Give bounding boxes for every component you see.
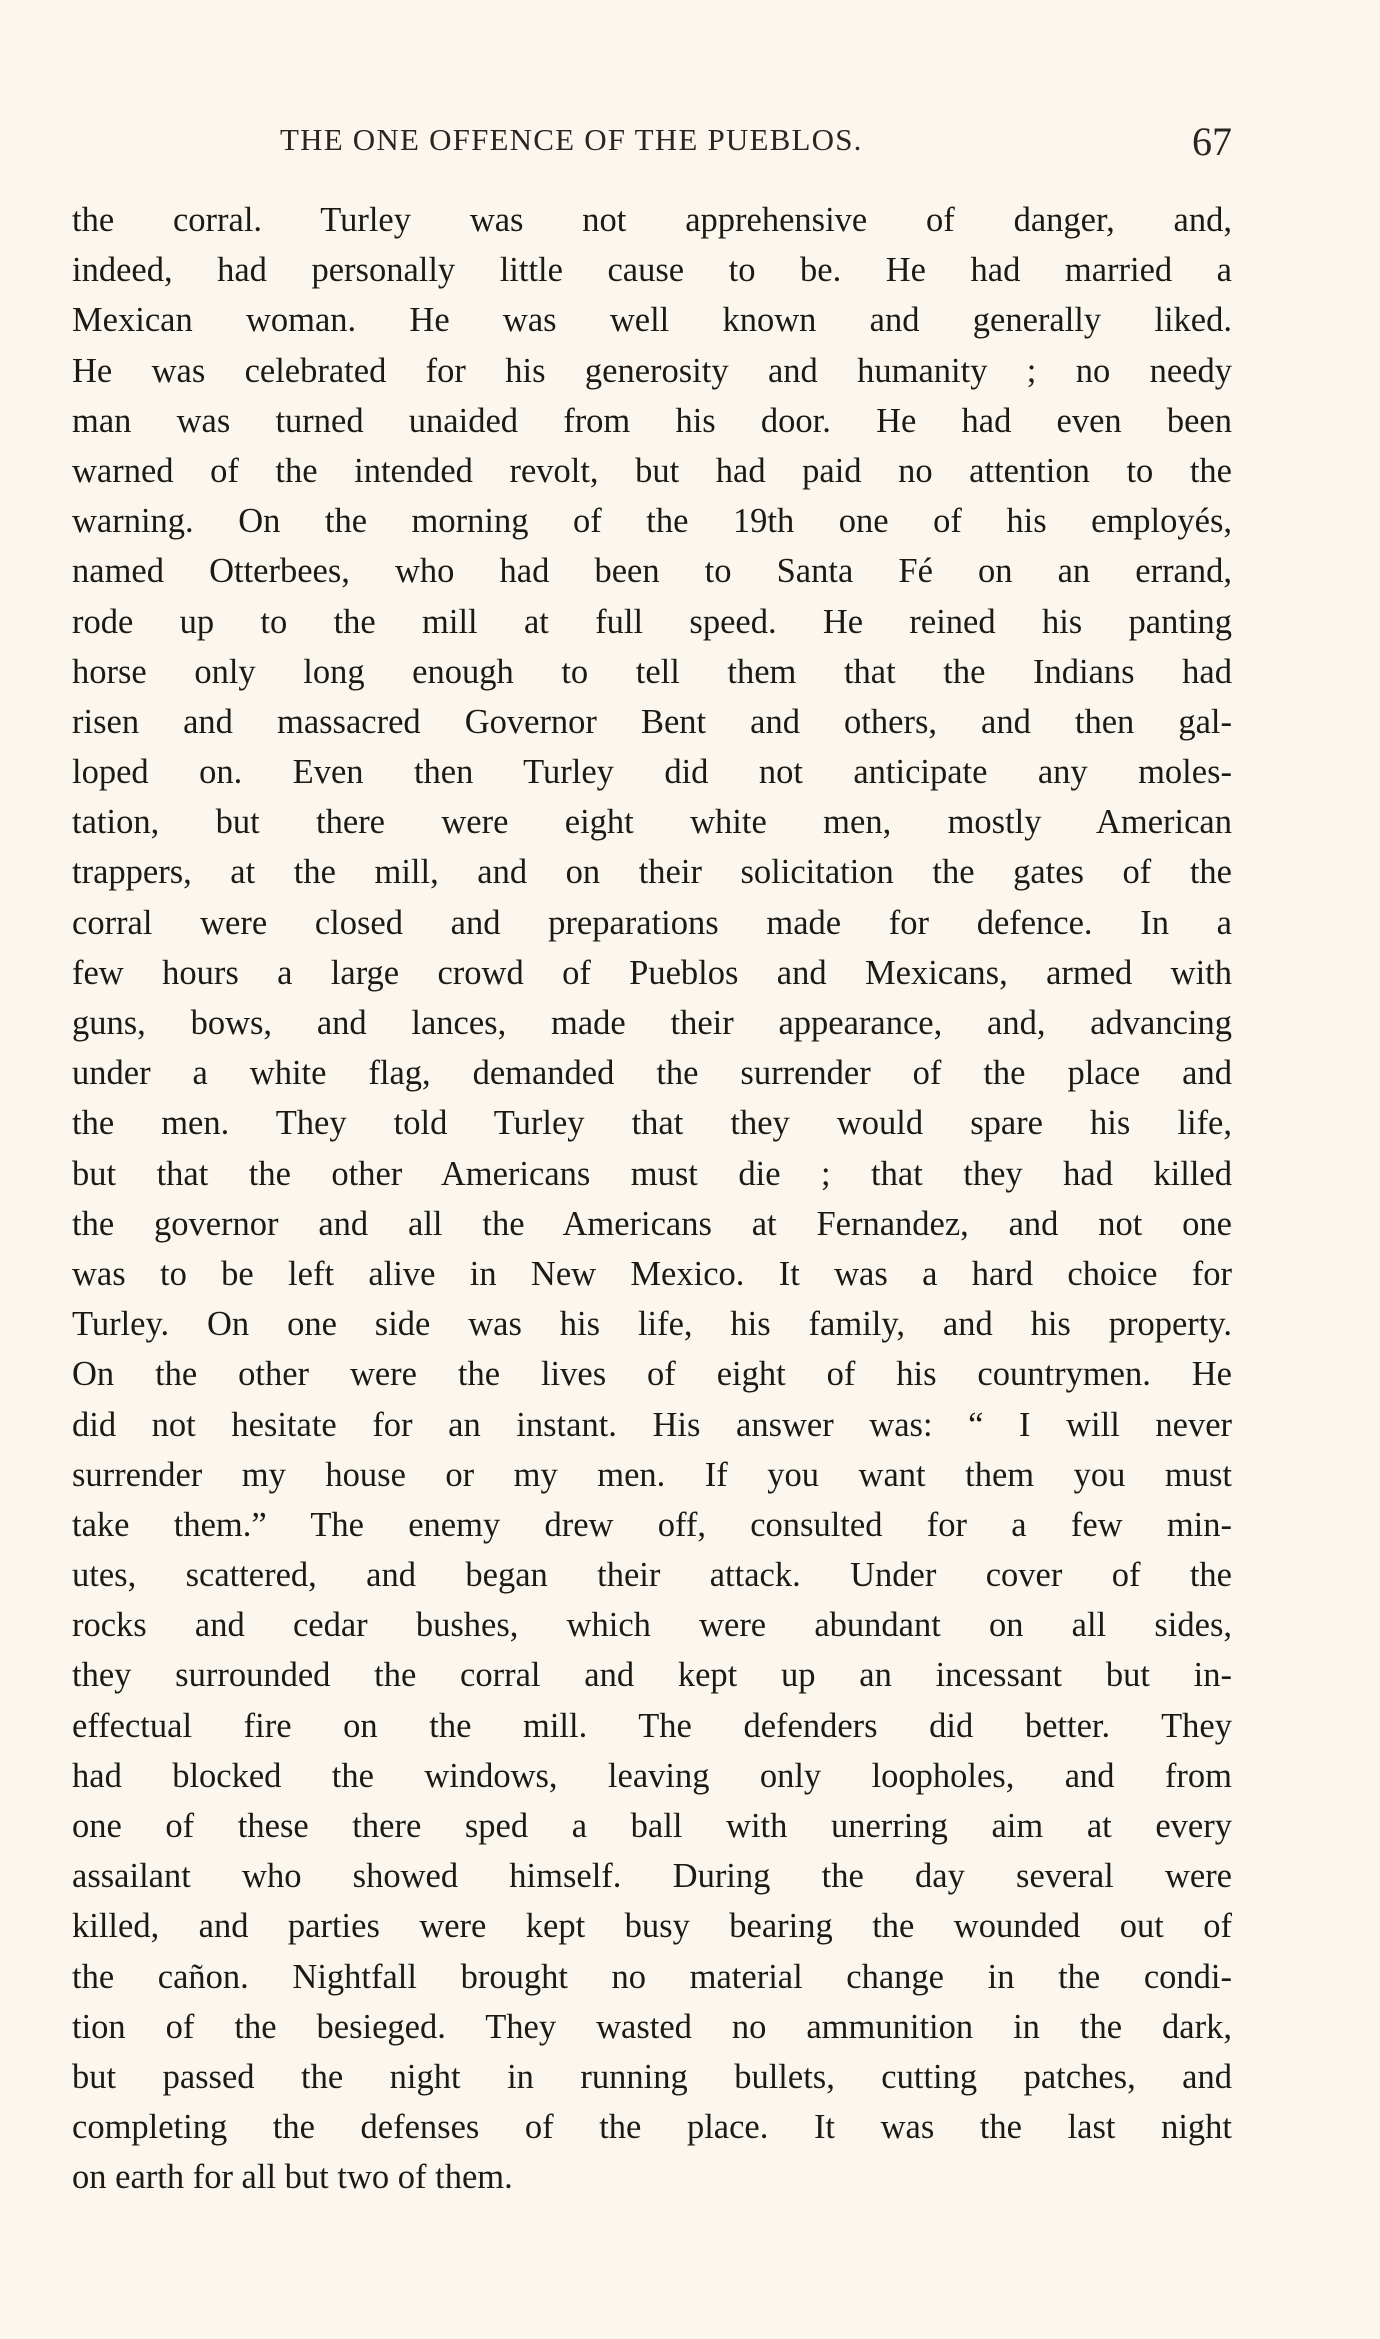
text-line: did not hesitate for an instant. His answer was: “ I will never	[72, 1405, 1232, 1444]
text-line: He was celebrated for his generosity and humanity ; no needy	[72, 351, 1232, 390]
text-line: the cañon. Nightfall brought no material change in the condi-	[72, 1957, 1232, 1996]
text-line: few hours a large crowd of Pueblos and Mexicans, armed with	[72, 953, 1232, 992]
page-number: 67	[1192, 119, 1232, 164]
running-head	[72, 119, 1232, 182]
text-line: On the other were the lives of eight of his countrymen. He	[72, 1355, 1232, 1394]
text-line: take them.” The enemy drew off, consulted for a few min-	[72, 1505, 1232, 1544]
text-line: they surrounded the corral and kept up an incessant but in-	[72, 1656, 1232, 1695]
text-line: man was turned unaided from his door. He had even been	[72, 401, 1232, 440]
text-line: on earth for all but two of them.	[72, 2158, 513, 2197]
text-line: loped on. Even then Turley did not anticipate any moles-	[72, 753, 1232, 792]
text-line: one of these there sped a ball with unerring aim at every	[72, 1807, 1232, 1845]
text-line: had blocked the windows, leaving only loopholes, and from	[72, 1756, 1232, 1795]
text-line: Mexican woman. He was well known and generally liked.	[72, 301, 1232, 340]
text-line: trappers, at the mill, and on their solicitation the gates of the	[72, 853, 1232, 892]
text-line: horse only long enough to tell them that the Indians had	[72, 652, 1232, 691]
text-line: the men. They told Turley that they would spare his life,	[72, 1104, 1232, 1143]
text-line: utes, scattered, and began their attack. Under cover of the	[72, 1556, 1232, 1595]
text-line: the governor and all the Americans at Fernandez, and not one	[72, 1204, 1232, 1243]
text-line: under a white flag, demanded the surrender of the place and	[72, 1054, 1232, 1093]
text-line: the corral. Turley was not apprehensive of danger, and,	[72, 201, 1232, 239]
text-line: effectual fire on the mill. The defenders did better. They	[72, 1706, 1232, 1745]
text-line: surrender my house or my men. If you want them you must	[72, 1455, 1232, 1494]
text-line: was to be left alive in New Mexico. It was a hard choice for	[72, 1254, 1232, 1293]
text-line: Turley. On one side was his life, his family, and his property.	[72, 1305, 1232, 1344]
text-line: completing the defenses of the place. It was the last night	[72, 2108, 1232, 2147]
text-line: rocks and cedar bushes, which were abundant on all sides,	[72, 1606, 1232, 1645]
text-line: warned of the intended revolt, but had paid no attention to the	[72, 451, 1232, 490]
text-line: risen and massacred Governor Bent and others, and then gal-	[72, 702, 1232, 741]
text-line: named Otterbees, who had been to Santa Fé on an errand,	[72, 552, 1232, 591]
body-text	[72, 195, 1232, 2203]
text-line: guns, bows, and lances, made their appearance, and, advancing	[72, 1004, 1232, 1042]
text-line: tion of the besieged. They wasted no ammunition in the dark,	[72, 2007, 1232, 2046]
text-line: indeed, had personally little cause to be. He had married a	[72, 251, 1232, 290]
text-line: but that the other Americans must die ; that they had killed	[72, 1154, 1232, 1193]
text-line: but passed the night in running bullets, cutting patches, and	[72, 2057, 1232, 2096]
text-line: warning. On the morning of the 19th one of his employés,	[72, 502, 1232, 541]
text-line: killed, and parties were kept busy bearing the wounded out of	[72, 1907, 1232, 1946]
text-line: tation, but there were eight white men, mostly American	[72, 803, 1232, 842]
running-title: THE ONE OFFENCE OF THE PUEBLOS.	[280, 122, 863, 157]
text-line: rode up to the mill at full speed. He reined his panting	[72, 602, 1232, 641]
text-line: corral were closed and preparations made for defence. In a	[72, 903, 1232, 942]
text-line: assailant who showed himself. During the day several were	[72, 1857, 1232, 1896]
